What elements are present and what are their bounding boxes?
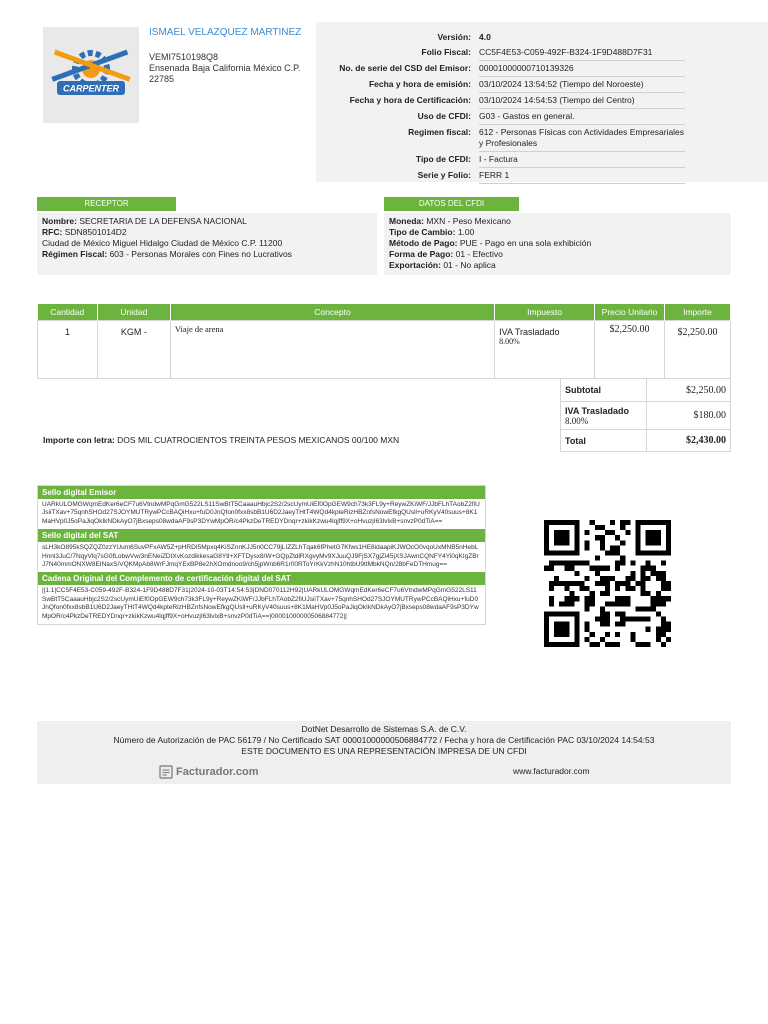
receptor-rfc-label: RFC: bbox=[42, 227, 63, 237]
meta-label: Folio Fiscal: bbox=[421, 47, 471, 57]
receptor-regimen: 603 - Personas Morales con Fines no Lucrativos bbox=[109, 249, 292, 259]
meta-value: CC5F4E53-C059-492F-B324-1F9D488D7F31 bbox=[479, 45, 685, 61]
cell-concepto: Viaje de arena bbox=[170, 320, 494, 378]
meta-value: I - Factura bbox=[479, 152, 685, 168]
cadena-original-text: ||1.1|CC5F4E53-C059-492F-B324-1F9D488D7F31|2024-10-03T14:54:53|DND070112H92|UARkULOMGWqmEdKer6eCF7u6VtndwMPqGmG522LS11SwBtT5CaaauHbjc2S2/2scUymUiEf0OpGEW9ch73k3FL9y+ReywZKiWF/JJbFLhTAobZ2fiUJsiiTXav+75qnhSHOd27SJOYMUTRywPCcBAQiHxu+fuD0JnQfon0fxx8sbB1U6D2JaeyTHtT4WQd4kpteRizHBZnfsNowEfkgQUsll+uRKyV40suus+8K1MaHVp0J5oPaJiqOkIkNDkAyO7jBxseps08wdaAF9sP3DYwMpOR/c4PkzDeTREDYDnqr+zkikKzwu4lqjff9X+oHvuzjI63lvlxB+snvzP0dTiA==|00001000000506884772|| bbox=[42, 587, 479, 620]
receptor-nombre-label: Nombre: bbox=[42, 216, 77, 226]
facturador-brand: Facturador.com bbox=[176, 765, 259, 778]
footer-company: DotNet Desarrollo de Sistemas S.A. de C.V. bbox=[301, 724, 467, 734]
meta-value: 03/10/2024 13:54:52 (Tiempo del Noroeste) bbox=[479, 77, 685, 93]
total-label: Total bbox=[561, 430, 647, 452]
moneda-line bbox=[389, 216, 726, 227]
col-header-impuesto: Impuesto bbox=[495, 304, 595, 320]
gear-wrench-logo-icon bbox=[47, 45, 135, 105]
meta-row-fecha-emision bbox=[316, 77, 768, 93]
meta-value: 4.0 bbox=[479, 32, 491, 42]
sello-sat-text: sLH3kO895kSQZQZ0zzYUum6SuvPFxAW5Z+pHRDI5Mpxq4KiSZnnKJJ5n0CC79jLIZZLhTqak6fPhetG7Kfws1HE8idaapiKJWOcO0vqoUxMNB5nHebLHnnl3JuC/7NqyVlq7sG0fLobwVw/3nENeiZDtXvKozdikkesaG8Ytl+XFTDysx8/W+GQpZtdlRXgvyMv9XJuuQJ9FjSX7gjZi45jXSJAwnCQNFY4Yi0qKIgZBrJ7N40mmONXW8EINaxS/VQKMpAb8WrFJmqYExBP8e2hXOmdnoo9/ch5jpWnb6R1r00RToYrKkVzhN10htbU9ttMbkNQn/28bFeDTHmug== bbox=[42, 544, 479, 569]
cell-impuesto-tasa: 8.00% bbox=[499, 336, 520, 346]
meta-label: Tipo de CFDI: bbox=[415, 154, 471, 164]
cell-unidad: KGM - bbox=[97, 320, 170, 378]
iva-row bbox=[561, 402, 731, 430]
receptor-address: Ciudad de México Miguel Hidalgo Ciudad de México C.P. 11200 bbox=[42, 238, 283, 248]
subtotal-value: $2,250.00 bbox=[647, 379, 731, 402]
meta-label: Versión: bbox=[437, 32, 471, 42]
footer-pac-info: Número de Autorización de PAC 56179 / No Certificado SAT 00001000000506884772 / Fecha y hora de Certificación PAC 03/10/2024 14:54:53 bbox=[113, 735, 655, 745]
receptor-tag: RECEPTOR bbox=[37, 197, 176, 211]
metodo-pago-label: Método de Pago: bbox=[389, 238, 458, 248]
importe-con-letra bbox=[43, 435, 399, 445]
receptor-nombre: SECRETARIA DE LA DEFENSA NACIONAL bbox=[79, 216, 247, 226]
totals-table bbox=[560, 378, 731, 452]
cell-importe: $2,250.00 bbox=[665, 320, 731, 378]
meta-label: No. de serie del CSD del Emisor: bbox=[339, 63, 471, 73]
datos-cfdi-box bbox=[384, 213, 731, 275]
forma-pago-label: Forma de Pago: bbox=[389, 249, 454, 259]
receptor-nombre-line bbox=[42, 216, 372, 227]
qr-code-icon bbox=[544, 520, 671, 647]
logo-text: CARPENTER bbox=[62, 83, 120, 94]
subtotal-label: Subtotal bbox=[561, 379, 647, 402]
forma-pago-line bbox=[389, 249, 726, 260]
emisor-rfc: VEMI7510198Q8 bbox=[149, 52, 219, 62]
subtotal-row bbox=[561, 379, 731, 402]
meta-value: 00001000000710139326 bbox=[479, 61, 685, 77]
cfdi-metadata-panel bbox=[316, 22, 768, 182]
facturador-logo bbox=[159, 765, 259, 779]
sello-emisor-text: UARkULOMGWqmEdKer6eCF7u6VtndwMPqGmG522LS11SwBtT5CaaauHbjc2S2/2scUymUiEf0OpGEW9ch73k3FL9y+ReywZKiWF/JJbFLhTAobZ2fiUJsiiTXav+75qnhSHOd27SJOYMUTRywPCcBAQiHxu+fuD0JnQfon0fxx8sbB1U6D2JaeyTHtT4WQd4kpteRizHBZnfsNowEfkgQUsll+uRKyV40suus+8K1MaHVp0J5oPaJiqOkIkNDkAyO7jBxseps08wdaAF9sP3DYwMpOR/c4PkzDeTREDYDnqr+zkikKzwu4lqjff9X+oHvuzjI63lvlxB+snvzP0dTiA== bbox=[42, 501, 480, 525]
iva-tasa: 8.00% bbox=[565, 415, 589, 426]
meta-label: Uso de CFDI: bbox=[417, 111, 471, 121]
emisor-info bbox=[149, 27, 319, 85]
cell-impuesto-nombre: IVA Trasladado bbox=[499, 326, 560, 337]
footer bbox=[37, 721, 731, 784]
table-row bbox=[38, 320, 731, 378]
document-icon bbox=[159, 765, 173, 779]
col-header-importe: Importe bbox=[665, 304, 731, 320]
sello-emisor-title: Sello digital Emisor bbox=[38, 486, 485, 499]
cadena-original-title: Cadena Original del Complemento de certificación digital del SAT bbox=[38, 572, 485, 585]
meta-row-regimen-fiscal bbox=[316, 125, 768, 152]
meta-row-version bbox=[316, 30, 768, 45]
sello-sat-title: Sello digital del SAT bbox=[38, 529, 485, 542]
exportacion-value: 01 - No aplica bbox=[443, 260, 496, 270]
meta-row-folio-fiscal bbox=[316, 45, 768, 61]
meta-value: G03 - Gastos en general. bbox=[479, 109, 685, 125]
facturador-url[interactable]: www.facturador.com bbox=[513, 766, 590, 776]
col-header-concepto: Concepto bbox=[170, 304, 494, 320]
importe-letra-label: Importe con letra: bbox=[43, 435, 115, 445]
exportacion-label: Exportación: bbox=[389, 260, 441, 270]
tipo-cambio-value: 1.00 bbox=[457, 227, 475, 237]
col-header-precio-unitario: Precio Unitario bbox=[595, 304, 665, 320]
meta-value: 612 - Personas Físicas con Actividades Empresariales y Profesionales bbox=[479, 125, 685, 152]
datos-cfdi-tag: DATOS DEL CFDI bbox=[384, 197, 519, 211]
meta-label: Fecha y hora de emisión: bbox=[368, 79, 471, 89]
receptor-regimen-label: Régimen Fiscal: bbox=[42, 249, 108, 259]
meta-value: 03/10/2024 14:54:53 (Tiempo del Centro) bbox=[479, 93, 685, 109]
metodo-pago-value: PUE - Pago en una sola exhibición bbox=[459, 238, 592, 248]
exportacion-line bbox=[389, 260, 726, 271]
sellos-digitales bbox=[37, 485, 486, 625]
meta-label: Serie y Folio: bbox=[417, 170, 471, 180]
meta-row-uso-cfdi bbox=[316, 109, 768, 125]
meta-row-fecha-certificacion bbox=[316, 93, 768, 109]
importe-letra-value: DOS MIL CUATROCIENTOS TREINTA PESOS MEXICANOS 00/100 MXN bbox=[117, 435, 400, 445]
meta-row-tipo-cfdi bbox=[316, 152, 768, 168]
meta-label: Fecha y hora de Certificación: bbox=[349, 95, 471, 105]
col-header-unidad: Unidad bbox=[97, 304, 170, 320]
conceptos-table bbox=[37, 304, 731, 379]
iva-label-cell bbox=[561, 402, 647, 430]
tipo-cambio-label: Tipo de Cambio: bbox=[389, 227, 456, 237]
invoice-header bbox=[37, 22, 731, 182]
total-value: $2,430.00 bbox=[647, 430, 731, 452]
metodo-pago-line bbox=[389, 238, 726, 249]
moneda-label: Moneda: bbox=[389, 216, 424, 226]
forma-pago-value: 01 - Efectivo bbox=[455, 249, 503, 259]
table-header-row bbox=[38, 304, 731, 320]
total-row bbox=[561, 430, 731, 452]
company-logo bbox=[43, 27, 139, 123]
receptor-regimen-line bbox=[42, 249, 372, 260]
receptor-box bbox=[37, 213, 377, 275]
emisor-name: ISMAEL VELAZQUEZ MARTINEZ bbox=[149, 27, 302, 38]
footer-disclaimer: ESTE DOCUMENTO ES UNA REPRESENTACIÓN IMPRESA DE UN CFDI bbox=[241, 746, 527, 756]
receptor-rfc-line bbox=[42, 227, 372, 238]
meta-label: Regimen fiscal: bbox=[408, 127, 471, 137]
cell-precio-unitario: $2,250.00 bbox=[595, 320, 665, 378]
meta-value: FERR 1 bbox=[479, 168, 685, 184]
iva-label: IVA Trasladado bbox=[565, 405, 630, 416]
cell-impuesto bbox=[495, 320, 595, 378]
col-header-cantidad: Cantidad bbox=[38, 304, 98, 320]
tipo-cambio-line bbox=[389, 227, 726, 238]
iva-value: $180.00 bbox=[647, 402, 731, 430]
meta-row-serie-folio bbox=[316, 168, 768, 184]
emisor-address: Ensenada Baja California México C.P. 22785 bbox=[149, 63, 301, 84]
moneda-value: MXN - Peso Mexicano bbox=[426, 216, 511, 226]
cell-cantidad: 1 bbox=[38, 320, 98, 378]
meta-row-csd-serie bbox=[316, 61, 768, 77]
receptor-rfc: SDN8501014D2 bbox=[64, 227, 127, 237]
